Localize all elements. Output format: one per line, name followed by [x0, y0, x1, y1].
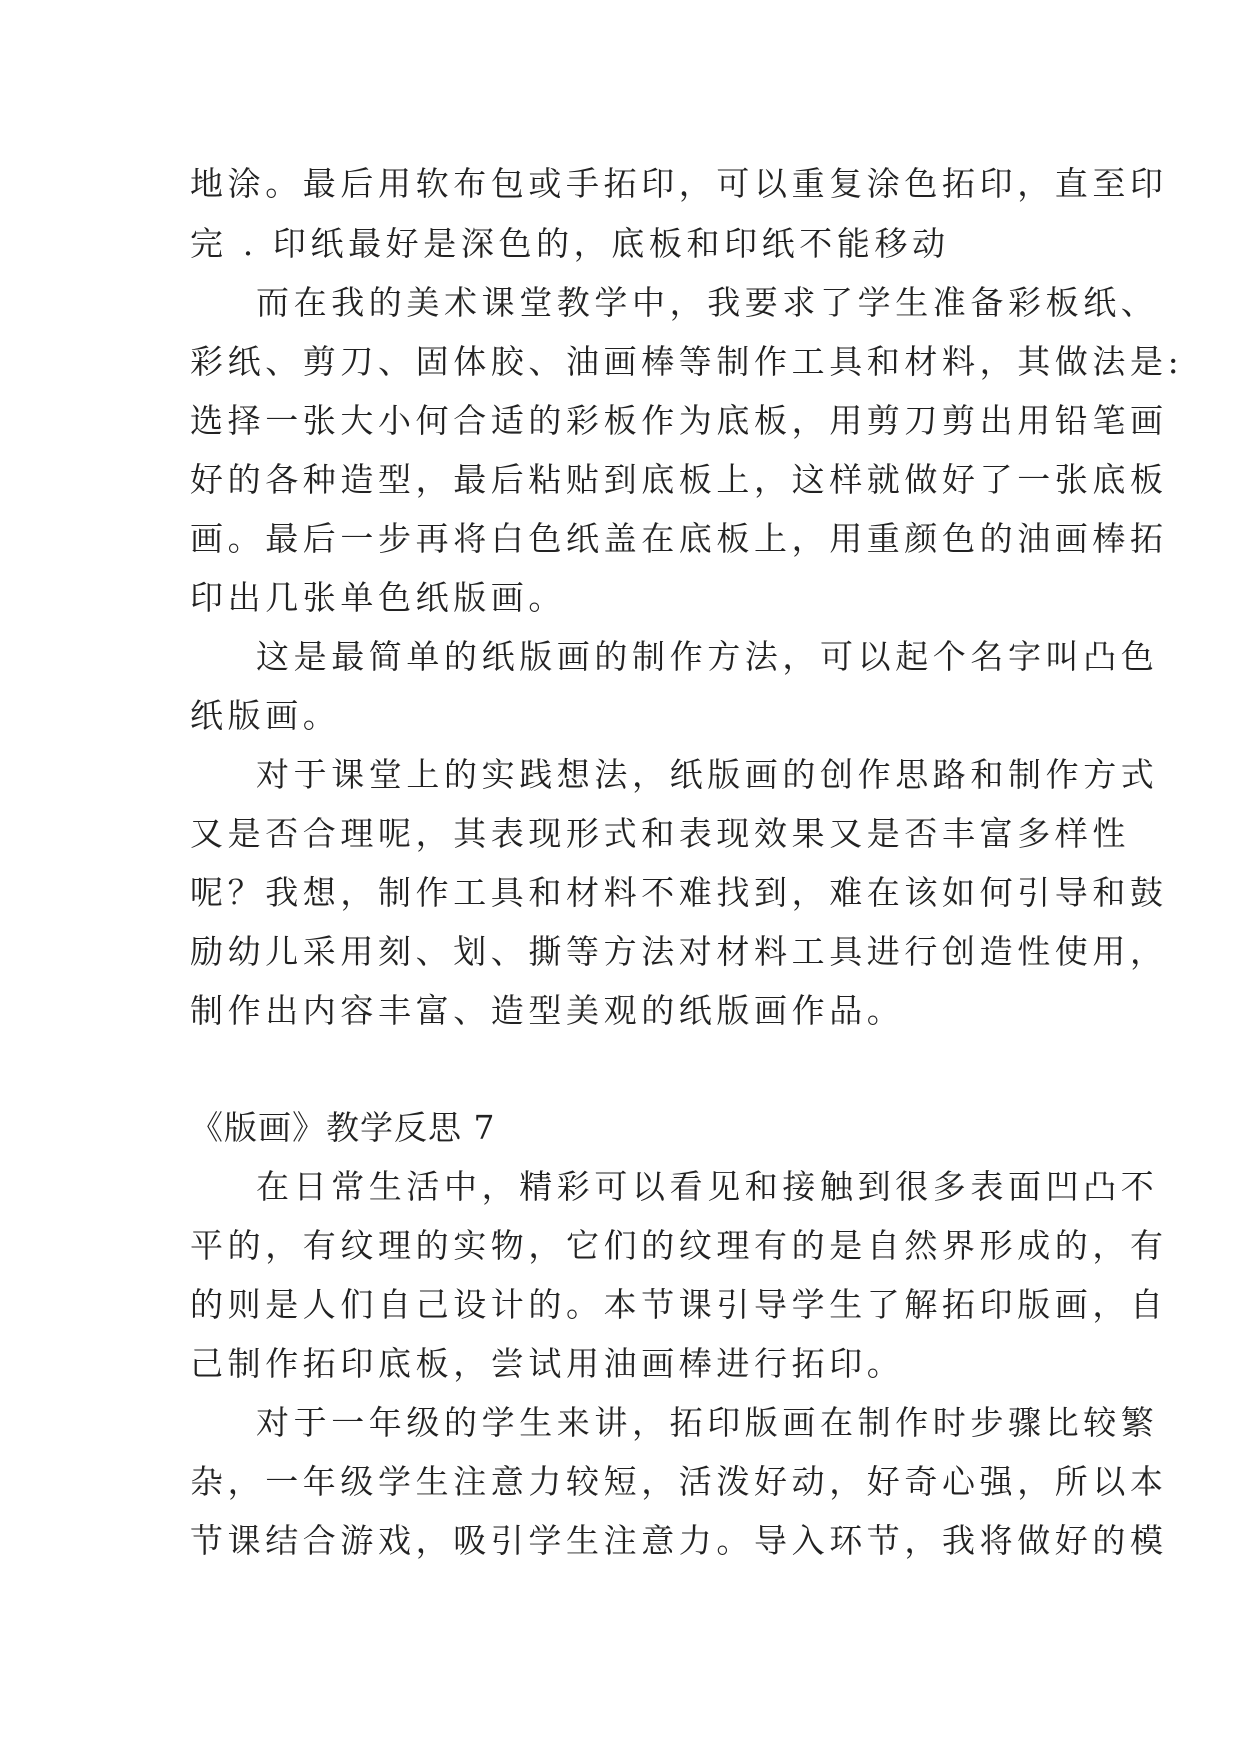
text-line: 节课结合游戏，吸引学生注意力。导入环节，我将做好的模: [190, 1521, 1168, 1560]
text-line: 彩纸、剪刀、固体胶、油画棒等制作工具和材料，其做法是:: [190, 342, 1184, 381]
text-line: 地涂。最后用软布包或手拓印，可以重复涂色拓印，直至印: [190, 164, 1168, 203]
section-heading: 《版画》教学反思 7: [190, 1108, 496, 1147]
text-line: 励幼儿采用刻、划、撕等方法对材料工具进行创造性使用，: [190, 932, 1168, 971]
paragraph-first-line: 在日常生活中，精彩可以看见和接触到很多表面凹凸不: [256, 1167, 1159, 1206]
text-line: 纸版画。: [190, 696, 341, 735]
text-line: 己制作拓印底板，尝试用油画棒进行拓印。: [190, 1344, 905, 1383]
paragraph-first-line: 对于一年级的学生来讲，拓印版画在制作时步骤比较繁: [256, 1403, 1159, 1442]
paragraph-first-line: 这是最简单的纸版画的制作方法，可以起个名字叫凸色: [256, 637, 1159, 676]
text-line: 画。最后一步再将白色纸盖在底板上，用重颜色的油画棒拓: [190, 519, 1168, 558]
text-line: 好的各种造型，最后粘贴到底板上，这样就做好了一张底板: [190, 460, 1168, 499]
text-line: 完 . 印纸最好是深色的，底板和印纸不能移动: [190, 224, 950, 263]
text-line: 又是否合理呢，其表现形式和表现效果又是否丰富多样性: [190, 814, 1130, 853]
paragraph-first-line: 对于课堂上的实践想法，纸版画的创作思路和制作方式: [256, 755, 1159, 794]
text-line: 的则是人们自己设计的。本节课引导学生了解拓印版画，自: [190, 1285, 1168, 1324]
text-line: 平的，有纹理的实物，它们的纹理有的是自然界形成的，有: [190, 1226, 1168, 1265]
text-line: 制作出内容丰富、造型美观的纸版画作品。: [190, 991, 905, 1030]
paragraph-first-line: 而在我的美术课堂教学中，我要求了学生准备彩板纸、: [256, 283, 1159, 322]
text-line: 杂，一年级学生注意力较短，活泼好动，好奇心强，所以本: [190, 1462, 1168, 1501]
text-line: 印出几张单色纸版画。: [190, 578, 566, 617]
text-line: 呢？我想，制作工具和材料不难找到，难在该如何引导和鼓: [190, 873, 1168, 912]
text-line: 选择一张大小何合适的彩板作为底板，用剪刀剪出用铅笔画: [190, 401, 1168, 440]
